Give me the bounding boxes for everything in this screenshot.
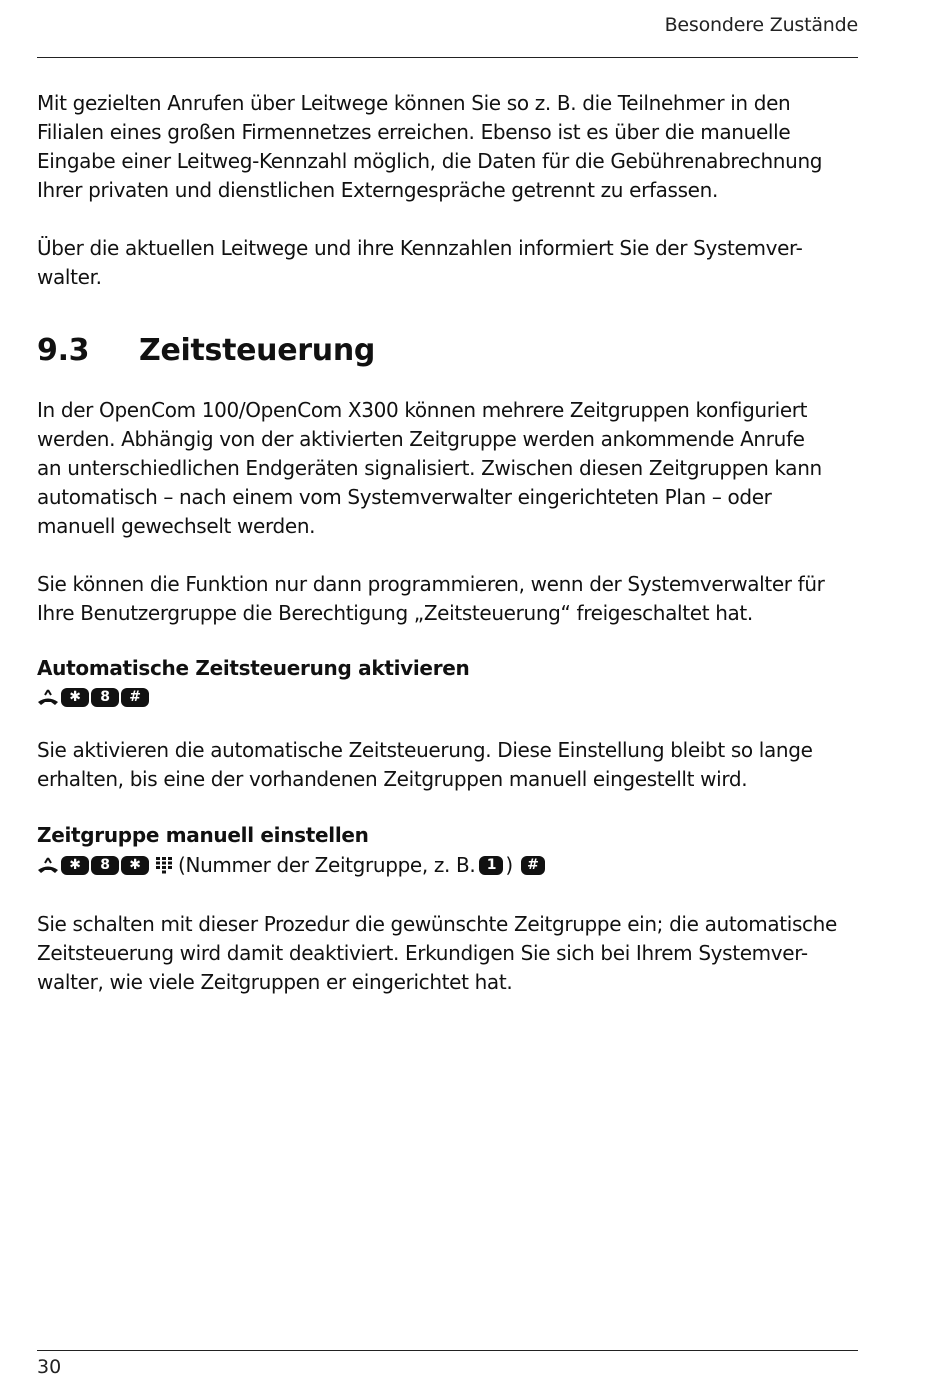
section-paragraph-2: Sie können die Funktion nur dann programmieren, wenn der Systemverwalter für Ihre Benutzergruppe die Berechtigung „Zeitsteuerung“ freigeschaltet hat. xyxy=(37,572,825,625)
star-key: ✱ xyxy=(121,856,149,875)
section-title: Zeitsteuerung xyxy=(139,333,376,368)
section-number: 9.3 xyxy=(37,333,90,368)
handset-lift-icon xyxy=(37,687,59,707)
manual-key-sequence xyxy=(37,852,547,878)
manual-heading: Zeitgruppe manuell einstellen xyxy=(37,823,369,847)
auto-heading: Automatische Zeitsteuerung aktivieren xyxy=(37,656,470,680)
manual-description: Sie schalten mit dieser Prozedur die gewünschte Zeitgruppe ein; die automatische Zeitsteuerung wird damit deaktiviert. Erkundigen Sie sich bei Ihrem Systemver- walter, wie viele Zeitgruppen er eingerichtet hat. xyxy=(37,912,837,994)
footer-rule xyxy=(37,1350,858,1351)
auto-description: Sie aktivieren die automatische Zeitsteuerung. Diese Einstellung bleibt so lange erhalten, bis eine der vorhandenen Zeitgruppen manuell eingestellt wird. xyxy=(37,738,813,791)
digit-8-key: 8 xyxy=(91,688,119,707)
header-rule xyxy=(37,57,858,58)
running-header: Besondere Zustände xyxy=(664,14,858,36)
handset-lift-icon xyxy=(37,855,59,875)
digit-8-key: 8 xyxy=(91,856,119,875)
keypad-icon xyxy=(155,856,173,874)
close-paren: ) xyxy=(505,853,513,877)
hash-key: # xyxy=(521,856,545,875)
auto-key-sequence xyxy=(37,684,151,710)
digit-1-key: 1 xyxy=(479,856,503,875)
intro-paragraph-1: Mit gezielten Anrufen über Leitwege können Sie so z. B. die Teilnehmer in den Filialen eines großen Firmennetzes erreichen. Ebenso ist es über die manuelle Eingabe einer Leitweg-Kennzahl möglich, die Daten für die Gebührenabrechnung Ihrer privaten und dienstlichen Externgespräche getrennt zu erfassen. xyxy=(37,91,823,202)
star-key: ✱ xyxy=(61,688,89,707)
star-key: ✱ xyxy=(61,856,89,875)
instruction-text: (Nummer der Zeitgruppe, z. B. xyxy=(178,853,476,877)
intro-paragraph-2: Über die aktuellen Leitwege und ihre Kennzahlen informiert Sie der Systemver- walter. xyxy=(37,236,803,289)
section-paragraph-1: In der OpenCom 100/OpenCom X300 können mehrere Zeitgruppen konfiguriert werden. Abhängig von der aktivierten Zeitgruppe werden ankommende Anrufe an unterschiedlichen Endgeräten signalisiert. Zwischen diesen Zeitgruppen kann automatisch – nach einem vom Systemverwalter eingerichteten Plan – oder manuell gewechselt werden. xyxy=(37,398,822,538)
section-heading xyxy=(37,333,375,368)
hash-key: # xyxy=(121,688,149,707)
page-number: 30 xyxy=(37,1356,62,1378)
